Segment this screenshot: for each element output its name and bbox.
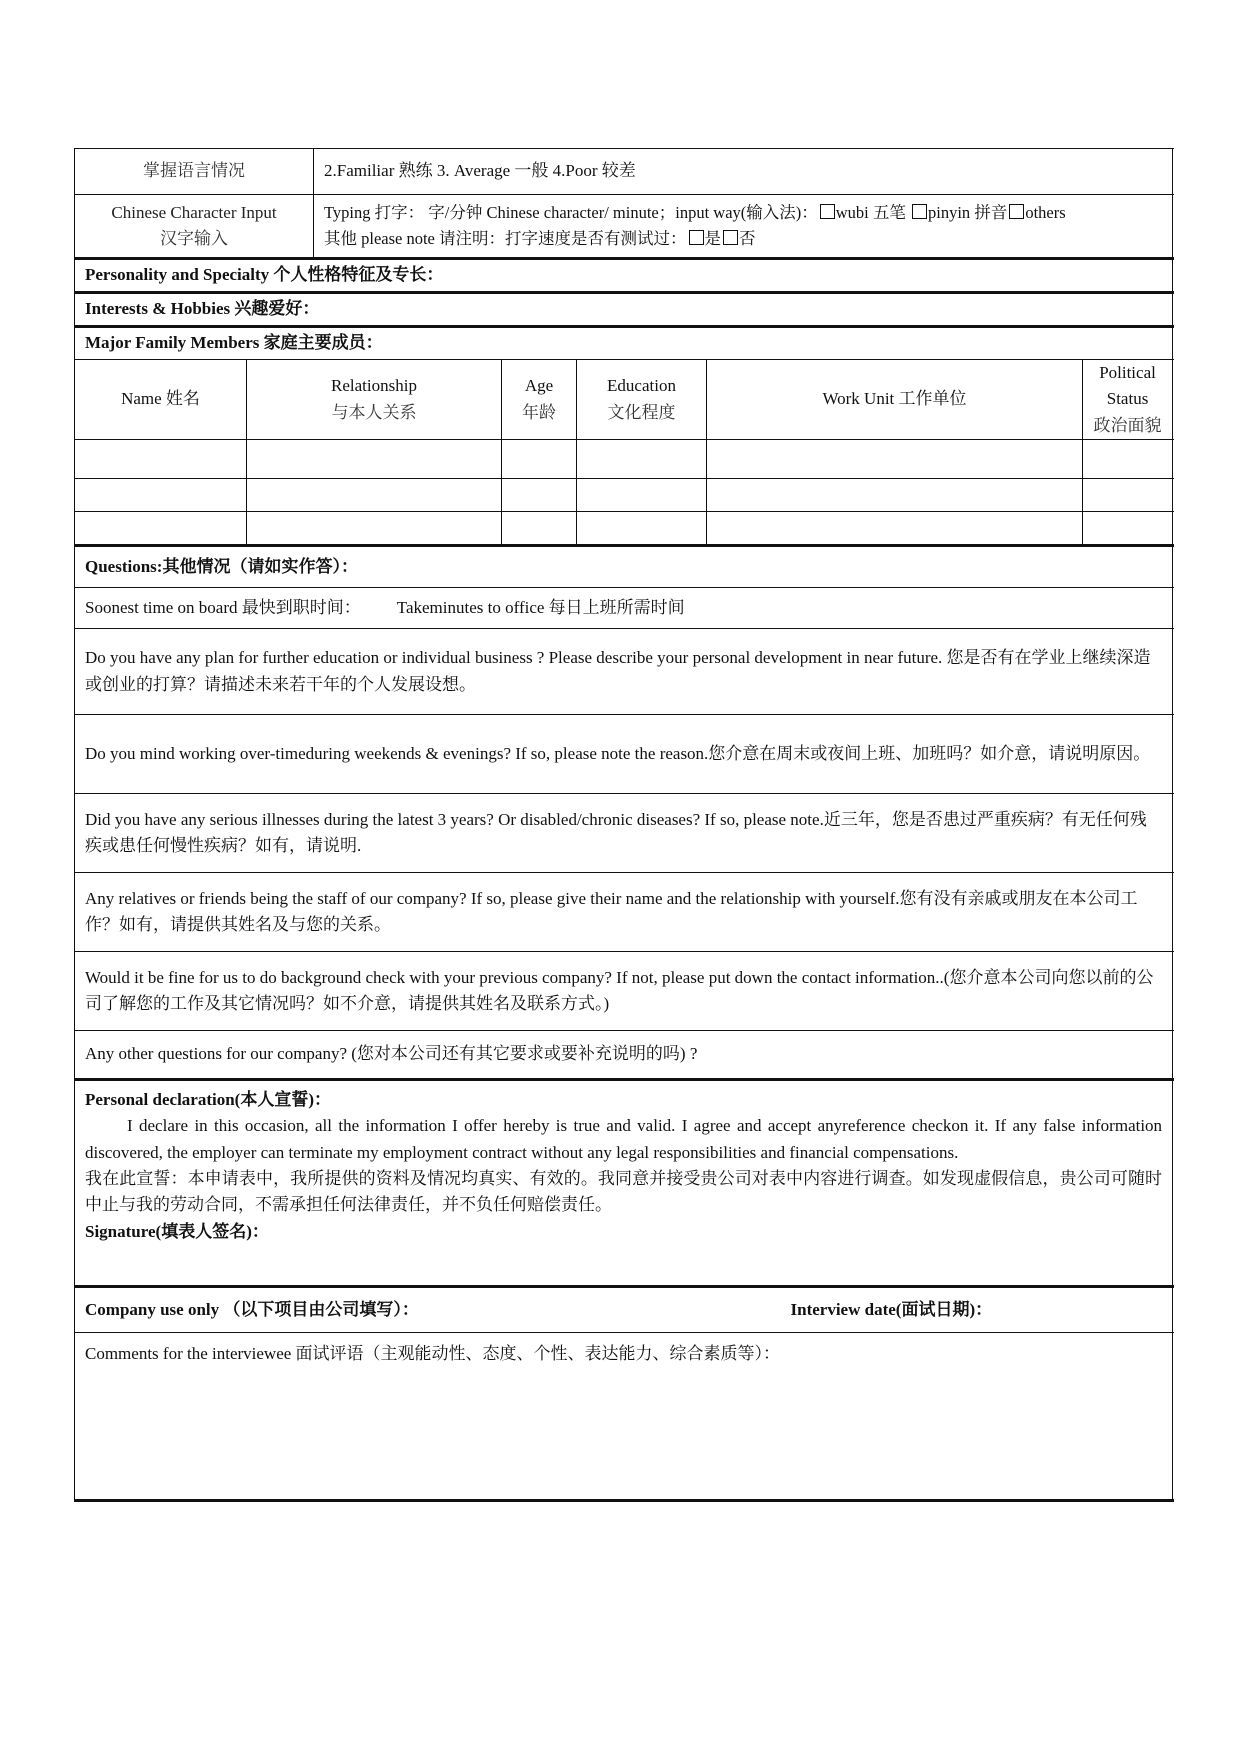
question-background-row[interactable]: [75, 952, 1173, 1031]
family-cell[interactable]: [247, 479, 502, 512]
family-cell[interactable]: [247, 440, 502, 479]
family-title: Major Family Members 家庭主要成员：: [75, 327, 1173, 360]
family-col-relationship: Relationship 与本人关系: [247, 360, 502, 440]
family-title-row: [75, 327, 1173, 360]
typing-line2: 其他 please note 请注明：打字速度是否有测试过：: [324, 229, 687, 248]
family-cell[interactable]: [577, 440, 707, 479]
declaration-title: Personal declaration(本人宣誓)：: [85, 1090, 331, 1110]
language-row: [75, 149, 1173, 195]
personality-label: Personality and Specialty 个人性格特征及专长：: [75, 259, 1173, 293]
others-label: others: [1025, 203, 1066, 223]
family-cell[interactable]: [75, 512, 247, 546]
family-cell[interactable]: [247, 512, 502, 546]
language-levels: 2.Familiar 熟练 3. Average 一般 4.Poor 较差: [314, 149, 1173, 195]
family-cell[interactable]: [502, 440, 577, 479]
company-use-row: [75, 1287, 1173, 1333]
company-use-label: Company use only （以下项目由公司填写）：: [75, 1287, 707, 1333]
chinese-input-row: [75, 195, 1173, 259]
question-illness-row[interactable]: [75, 794, 1173, 873]
application-form: [74, 148, 1172, 1502]
tested-no-label: 否: [739, 229, 756, 248]
onboard-row[interactable]: [75, 588, 1173, 629]
declaration-body-zh: 我在此宣誓：本申请表中，我所提供的资料及情况均真实、有效的。我同意并接受贵公司对表中内容进行调查。如发现虚假信息，贵公司可随时中止与我的劳动合同，不需承担任何法律责任，并不负任何赔偿责任。: [85, 1169, 1163, 1215]
question-overtime: Do you mind working over-timeduring weekends & evenings? If so, please note the reason.您介意在周末或夜间上班、加班吗？如介意，请说明原因。: [75, 715, 1173, 794]
interview-date-label[interactable]: Interview date(面试日期)：: [707, 1287, 1173, 1333]
form-table: [74, 148, 1173, 1502]
signature-label[interactable]: Signature(填表人签名)：: [85, 1221, 269, 1241]
pinyin-label: pinyin 拼音: [928, 203, 1008, 223]
question-other-row[interactable]: [75, 1031, 1173, 1080]
tested-no-checkbox[interactable]: [723, 230, 738, 245]
family-cell[interactable]: [1083, 479, 1173, 512]
family-col-name: Name 姓名: [75, 360, 247, 440]
family-cell[interactable]: [707, 479, 1083, 512]
chinese-input-body: [314, 195, 1173, 259]
question-education: Do you have any plan for further education or individual business ? Please describe your personal development in near future. 您是否有在学业上继续深造或创业的打算？请描述未来若干年的个人发展设想。: [75, 629, 1173, 715]
chinese-input-label: [75, 195, 314, 259]
others-checkbox[interactable]: [1009, 204, 1024, 219]
family-member-row: [75, 512, 1173, 546]
pinyin-checkbox[interactable]: [912, 204, 927, 219]
family-cell[interactable]: [75, 479, 247, 512]
question-overtime-row[interactable]: [75, 715, 1173, 794]
family-header-row: [75, 360, 1173, 440]
onboard-label: Soonest time on board 最快到职时间：: [85, 597, 361, 617]
family-cell[interactable]: [75, 440, 247, 479]
family-cell[interactable]: [1083, 440, 1173, 479]
family-col-political-status: Political Status 政治面貌: [1083, 360, 1173, 440]
interests-label: Interests & Hobbies 兴趣爱好：: [75, 293, 1173, 327]
chinese-input-label-zh: 汉字输入: [160, 229, 228, 248]
question-relatives-row[interactable]: [75, 873, 1173, 952]
family-cell[interactable]: [577, 479, 707, 512]
family-cell[interactable]: [502, 512, 577, 546]
family-col-age: Age 年龄: [502, 360, 577, 440]
question-illness: Did you have any serious illnesses during the latest 3 years? Or disabled/chronic diseases? If so, please note.近三年，您是否患过严重疾病？有无任何残疾或患任何慢性疾病？如有，请说明.: [75, 794, 1173, 873]
comments-label: Comments for the interviewee 面试评语（主观能动性、态度、个性、表达能力、综合素质等）：: [75, 1333, 1173, 1501]
onboard-cell: [75, 588, 1173, 629]
family-cell[interactable]: [707, 512, 1083, 546]
declaration-row: [75, 1080, 1173, 1287]
wubi-label: wubi 五笔: [835, 203, 906, 223]
comments-row[interactable]: [75, 1333, 1173, 1501]
question-other: Any other questions for our company? (您对本公司还有其它要求或要补充说明的吗) ?: [75, 1031, 1173, 1080]
typing-prefix: Typing 打字： 字/分钟 Chinese character/ minute；input way(输入法)：: [324, 203, 818, 223]
family-member-row: [75, 479, 1173, 512]
question-relatives: Any relatives or friends being the staff of our company? If so, please give their name and the relationship with yourself.您有没有亲戚或朋友在本公司工作？如有，请提供其姓名及与您的关系。: [75, 873, 1173, 952]
tested-yes-label: 是: [704, 229, 722, 248]
family-cell[interactable]: [1083, 512, 1173, 546]
family-col-education: Education 文化程度: [577, 360, 707, 440]
chinese-input-label-en: Chinese Character Input: [111, 202, 277, 222]
question-background: Would it be fine for us to do background check with your previous company? If not, please put down the contact information..(您介意本公司向您以前的公司了解您的工作及其它情况吗？如不介意，请提供其姓名及联系方式。): [75, 952, 1173, 1031]
wubi-checkbox[interactable]: [820, 204, 835, 219]
family-col-work-unit: Work Unit 工作单位: [707, 360, 1083, 440]
language-label: 掌握语言情况: [75, 149, 314, 195]
family-cell[interactable]: [502, 479, 577, 512]
family-cell[interactable]: [577, 512, 707, 546]
declaration-body-en: I declare in this occasion, all the information I offer hereby is true and valid. I agree and accept anyreference checkon it. If any false information discovered, the employer can terminate my employment contract without any legal responsibilities and financial compensations.: [85, 1116, 1163, 1162]
interests-row[interactable]: [75, 293, 1173, 327]
family-cell[interactable]: [707, 440, 1083, 479]
personality-row[interactable]: [75, 259, 1173, 293]
family-member-row: [75, 440, 1173, 479]
questions-title-row: [75, 546, 1173, 588]
tested-yes-checkbox[interactable]: [689, 230, 704, 245]
questions-title: Questions:其他情况（请如实作答）：: [75, 546, 1173, 588]
commute-label: Takeminutes to office 每日上班所需时间: [396, 597, 685, 617]
declaration-cell: [75, 1080, 1173, 1287]
question-education-row[interactable]: [75, 629, 1173, 715]
